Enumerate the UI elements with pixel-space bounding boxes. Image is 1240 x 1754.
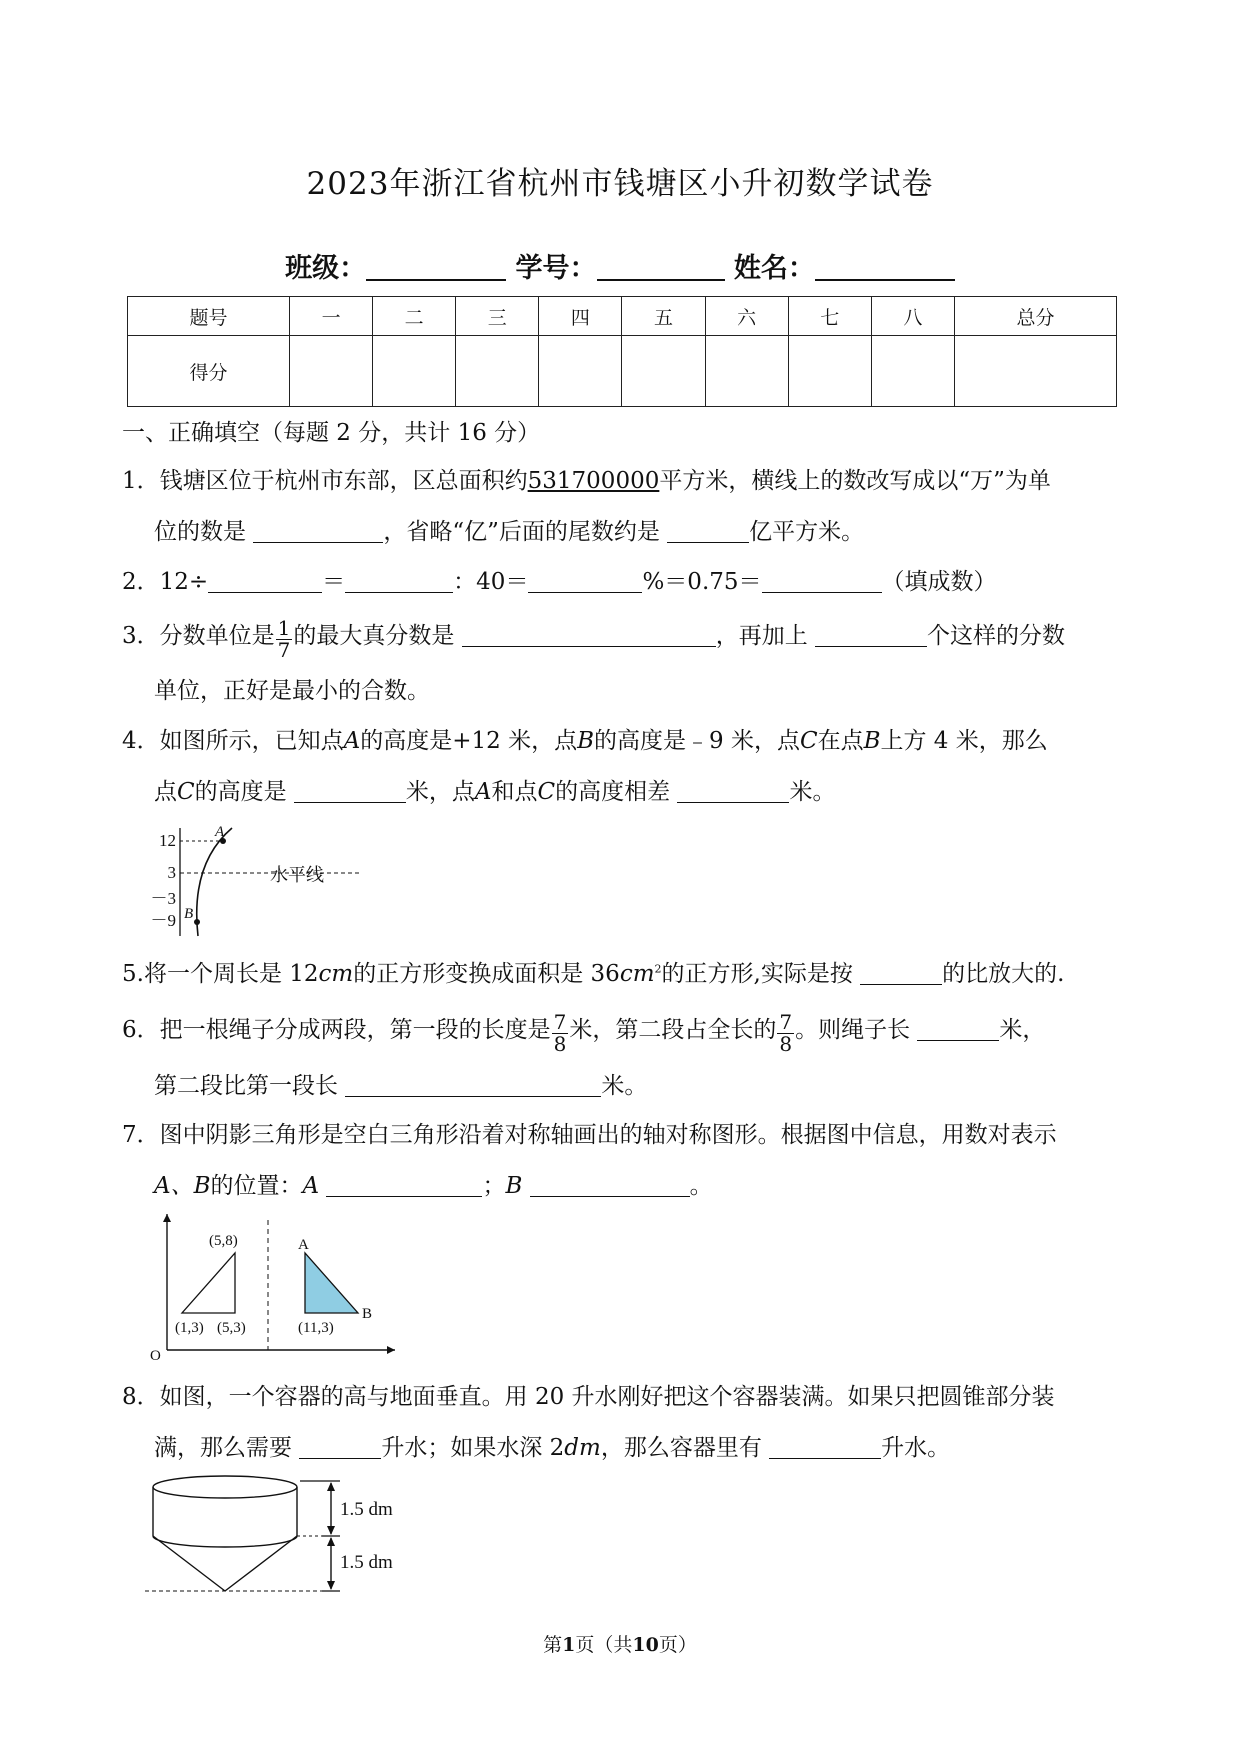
score-row-label: 得分 [128, 336, 290, 407]
score-cell[interactable] [290, 336, 373, 407]
name-blank[interactable] [815, 253, 955, 281]
question-7-line-2: A、B的位置：A ；B 。 [154, 1173, 713, 1199]
score-cell[interactable] [705, 336, 788, 407]
tick-label: 12 [159, 831, 176, 850]
question-1-line-1: 1．钱塘区位于杭州市东部，区总面积约531700000平方米，横线上的数改写成以“万”为单 [122, 468, 1051, 494]
answer-blank[interactable] [294, 780, 406, 803]
question-8-line-1: 8．如图，一个容器的高与地面垂直。用 20 升水刚好把这个容器装满。如果只把圆锥部分装 [122, 1384, 1055, 1410]
name-label: 姓名： [733, 253, 815, 284]
score-cell[interactable] [456, 336, 539, 407]
page-footer: 第1页（共10页） [543, 1634, 697, 1656]
score-header: 总分 [954, 297, 1116, 336]
tick-label: 3 [167, 863, 176, 882]
score-header: 题号 [128, 297, 290, 336]
point-a-label: A [298, 1237, 309, 1253]
point-label: (11,3) [298, 1320, 334, 1336]
score-header: 三 [456, 297, 539, 336]
number-blank[interactable] [597, 253, 725, 281]
score-cell[interactable] [539, 336, 622, 407]
question-4-line-2: 点C的高度是 米，点A和点C的高度相差 米。 [154, 779, 836, 805]
answer-blank[interactable] [253, 520, 383, 543]
answer-blank[interactable] [667, 520, 749, 543]
exam-title: 2023年浙江省杭州市钱塘区小升初数学试卷 [306, 166, 934, 202]
point-a-label: A [215, 824, 225, 840]
top-height-label: 1.5 dm [340, 1499, 393, 1520]
question-7-line-1: 7．图中阴影三角形是空白三角形沿着对称轴画出的轴对称图形。根据图中信息，用数对表示 [122, 1122, 1057, 1148]
point-label: (5,8) [209, 1233, 238, 1249]
answer-blank[interactable] [917, 1018, 999, 1041]
shaded-triangle [305, 1253, 358, 1313]
symmetry-diagram [145, 1210, 405, 1360]
answer-blank[interactable] [677, 780, 789, 803]
score-cell[interactable] [954, 336, 1116, 407]
score-header: 一 [290, 297, 373, 336]
question-5: 5.将一个周长是 12cm的正方形变换成面积是 $36cm^2$的正方形,实际是按 的比放大的. [122, 961, 1065, 987]
score-cell[interactable] [373, 336, 456, 407]
score-header: 七 [788, 297, 871, 336]
fraction: $\frac{1}{7}$ [277, 616, 291, 662]
question-2: 2．12÷ ＝ ：40＝ %＝0.75＝ （填成数） [122, 569, 997, 595]
class-label: 班级： [285, 253, 367, 284]
tick-label: －3 [150, 889, 176, 908]
score-cell[interactable] [871, 336, 954, 407]
score-cell[interactable] [622, 336, 705, 407]
score-header: 五 [622, 297, 705, 336]
answer-blank[interactable] [462, 624, 716, 647]
fraction: $\frac{7}{8}$ [779, 1010, 793, 1056]
question-3-line-2: 单位，正好是最小的合数。 [154, 678, 430, 704]
tick-label: －9 [150, 911, 176, 930]
section-heading: 一、正确填空（每题 2 分，共计 16 分） [122, 420, 541, 446]
class-blank[interactable] [366, 253, 506, 281]
answer-blank[interactable] [530, 1174, 690, 1197]
answer-blank[interactable] [299, 1436, 381, 1459]
score-header: 二 [373, 297, 456, 336]
answer-blank[interactable] [769, 1436, 881, 1459]
answer-blank[interactable] [345, 1074, 601, 1097]
answer-blank[interactable] [208, 570, 322, 593]
question-8-line-2: 满，那么需要 升水；如果水深 2dm，那么容器里有 升水。 [154, 1435, 951, 1461]
point-label: (5,3) [217, 1320, 246, 1336]
question-6-line-2: 第二段比第一段长 米。 [154, 1073, 648, 1099]
score-cell[interactable] [788, 336, 871, 407]
number-label: 学号： [515, 253, 597, 284]
answer-blank[interactable] [345, 570, 453, 593]
score-header: 六 [705, 297, 788, 336]
score-header: 八 [871, 297, 954, 336]
answer-blank[interactable] [860, 962, 942, 985]
point-label: (1,3) [175, 1320, 204, 1336]
score-header: 四 [539, 297, 622, 336]
point-b-label: B [184, 906, 194, 922]
answer-blank[interactable] [326, 1174, 482, 1197]
question-4-line-1: 4．如图所示，已知点A的高度是+12 米，点B的高度是﹣9 米，点C在点B上方 4 米，那么 [122, 728, 1048, 754]
point-b-label: B [362, 1306, 373, 1322]
answer-blank[interactable] [528, 570, 642, 593]
question-1-line-2: 位的数是 ，省略“亿”后面的尾数约是 亿平方米。 [154, 519, 865, 545]
answer-blank[interactable] [762, 570, 882, 593]
height-diagram [140, 820, 360, 940]
origin-label: O [150, 1348, 161, 1360]
bottom-height-label: 1.5 dm [340, 1552, 393, 1573]
score-table [127, 296, 1117, 407]
fraction: $\frac{7}{8}$ [553, 1010, 567, 1056]
answer-blank[interactable] [815, 624, 927, 647]
student-info [0, 246, 1240, 285]
underlined-number: 531700000 [527, 468, 660, 494]
question-6-line-1: 6．把一根绳子分成两段，第一段的长度是 $\frac{7}{8}$ 米，第二段占全长的 $\frac{7}{8}$ 。则绳子长 米， [122, 1010, 1046, 1056]
container-diagram [140, 1470, 420, 1600]
horizon-label: 水平线 [270, 865, 324, 885]
question-3-line-1: 3．分数单位是 $\frac{1}{7}$ 的最大真分数是 ，再加上 个这样的分数 [122, 616, 1065, 662]
